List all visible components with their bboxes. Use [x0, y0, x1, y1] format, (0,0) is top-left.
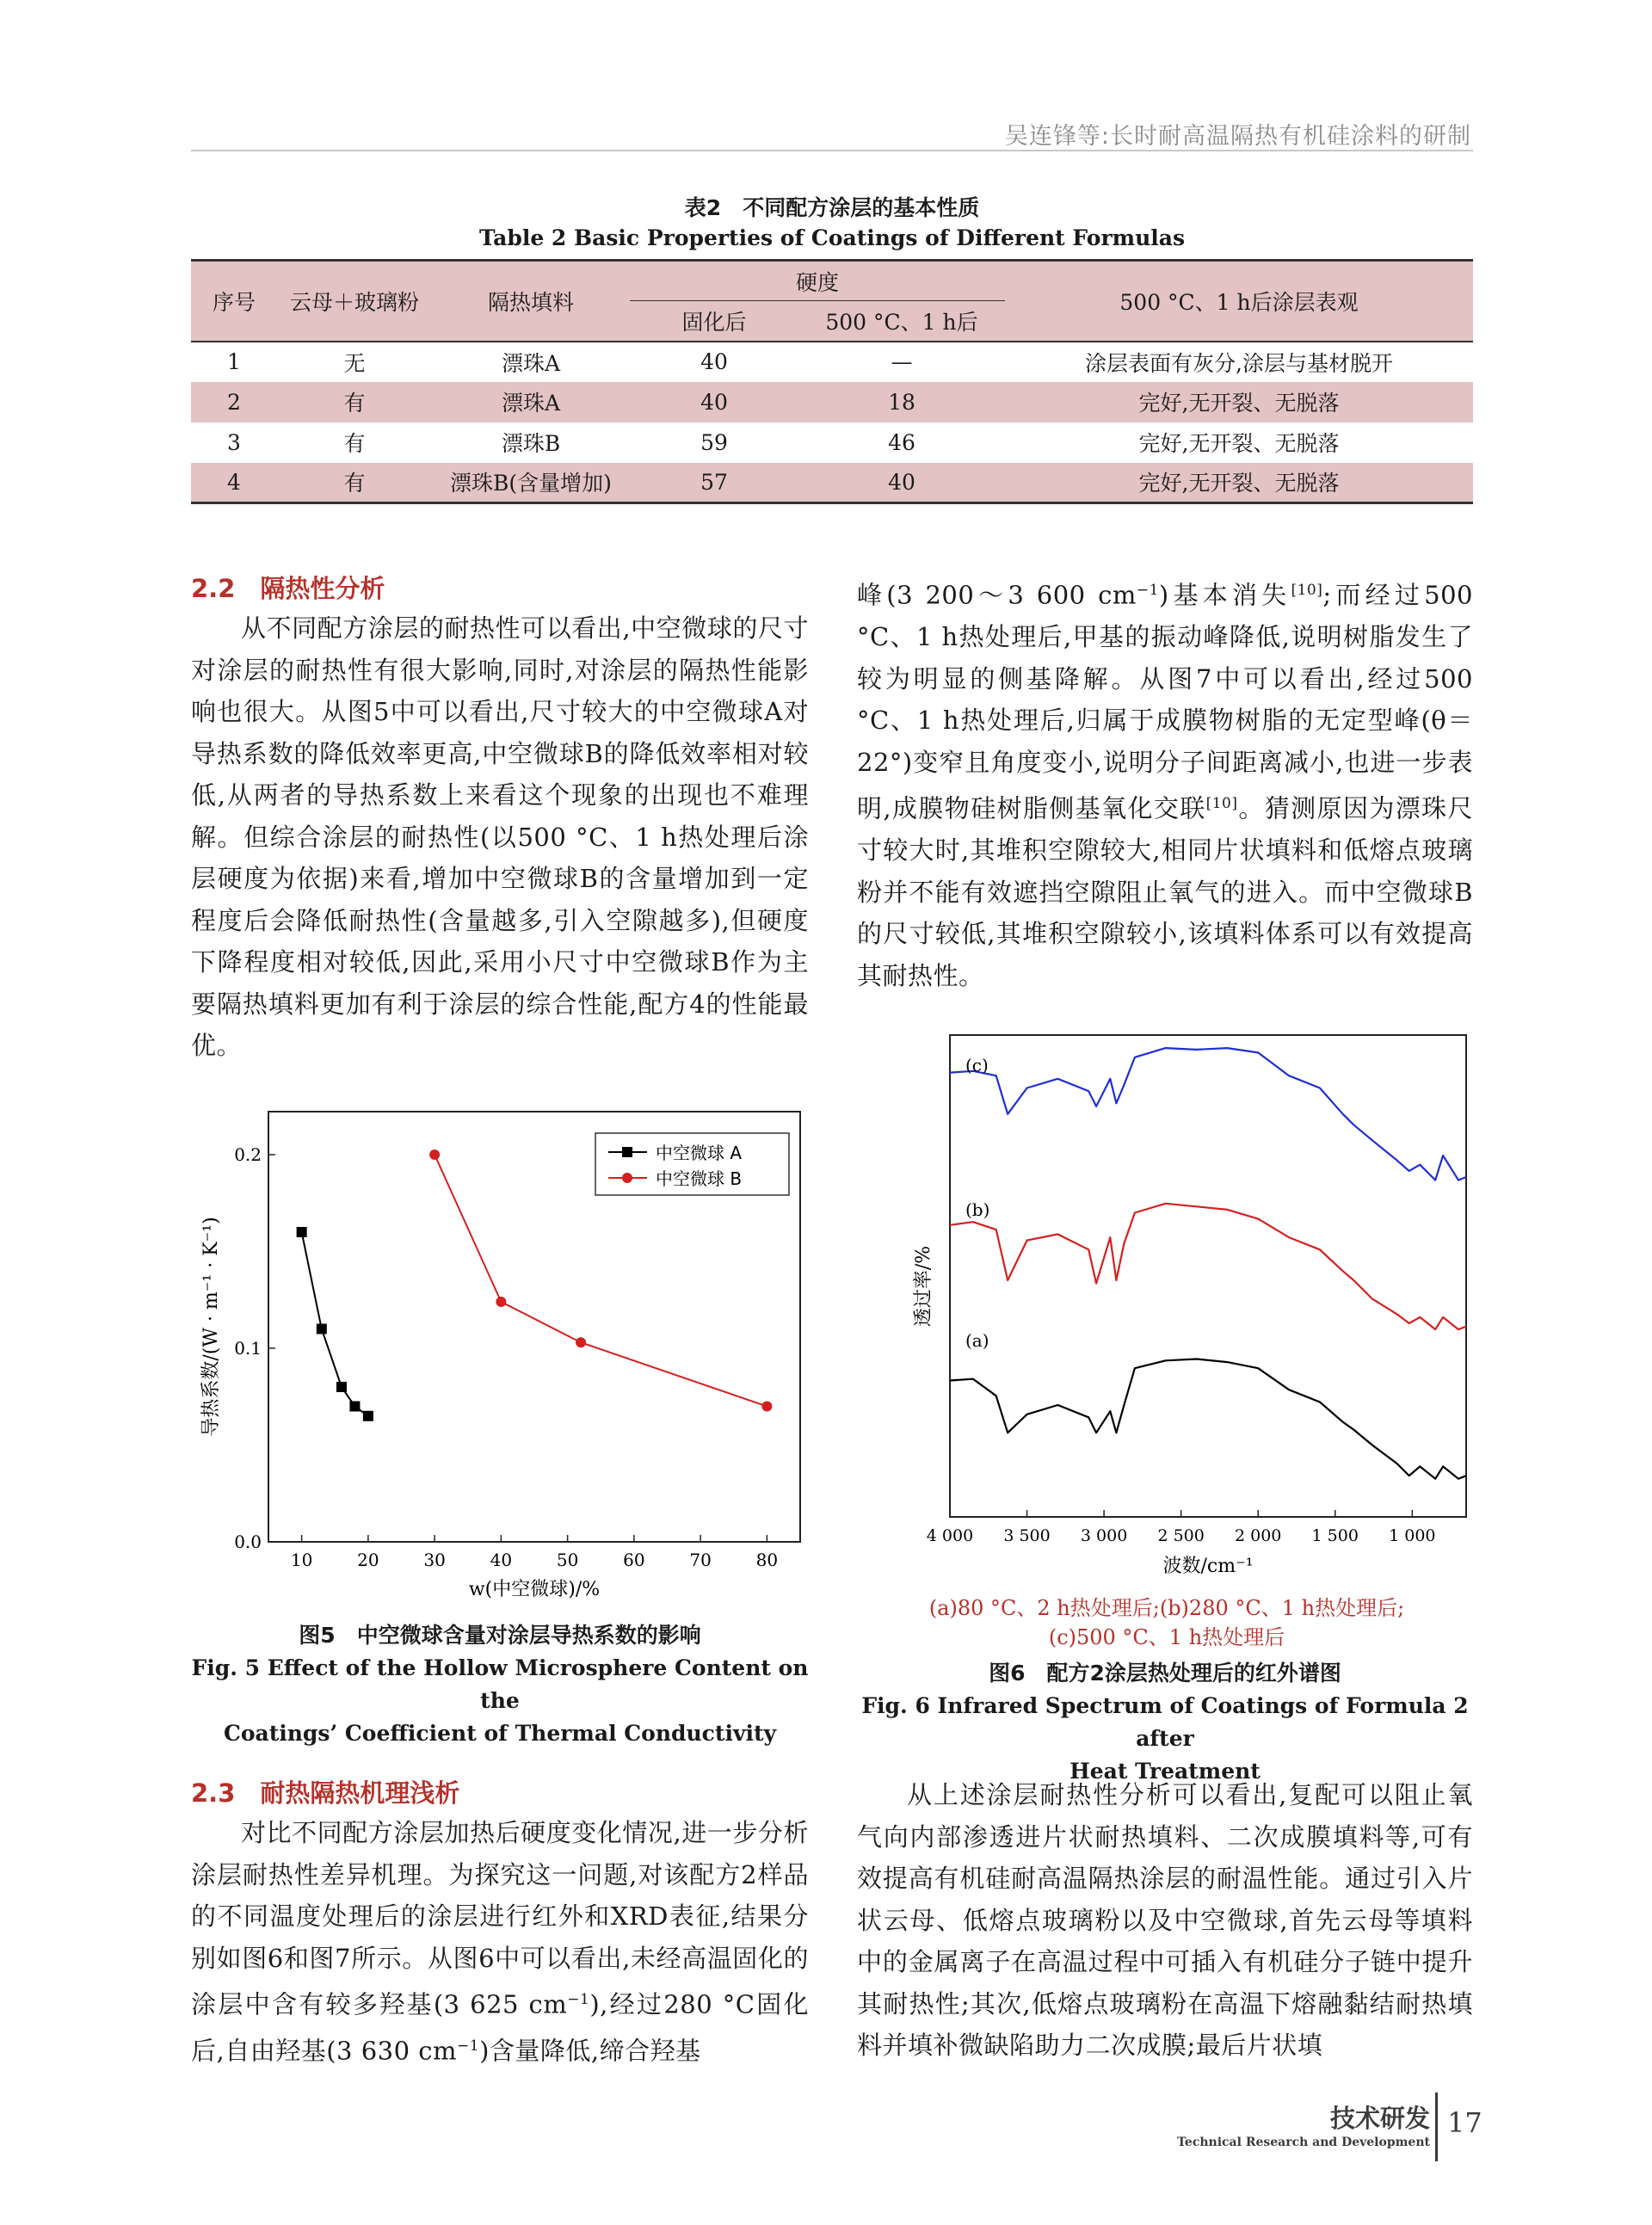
data-point — [576, 1337, 586, 1347]
cell-seq: 3 — [227, 429, 241, 455]
col-header-filler: 隔热填料 — [432, 261, 630, 342]
x-tick-label: 20 — [357, 1550, 379, 1570]
paragraph: 从不同配方涂层的耐热性可以看出,中空微球的尺寸对涂层的耐热性有很大影响,同时,对涂层的隔热性能影响也很大。从图5中可以看出,尺寸较大的中空微球A对导热系数的降低效率更高,中空微球B的降低效率相对较低,从两者的导热系数上来看这个现象的出现也不难理解。但综合涂层的耐热性(以500 °C、1 h热处理后涂层硬度为依据)来看,增加中空微球B的含量增加到一定程度后会降低耐热性(含量越多,引入空隙越多),但硬度下降程度相对较低,因此,采用小尺寸中空微球B作为主要隔热填料更加有利于涂层的综合性能,配方4的性能最优。 — [191, 613, 809, 1060]
cell-mica: 有 — [343, 431, 366, 456]
section-heading-2-2: 2.2 隔热性分析 — [191, 574, 385, 603]
cell-h500: 18 — [798, 382, 1005, 422]
header-rule — [191, 150, 1473, 151]
table-caption-en: Table 2 Basic Properties of Coatings of Different Formulas — [478, 225, 1186, 250]
cell-seq: 2 — [191, 382, 277, 422]
cell-appearance: 完好,无开裂、无脱落 — [1005, 382, 1473, 422]
figure-6-caption — [857, 1657, 1473, 1788]
data-point — [349, 1402, 360, 1412]
cell-h500: 40 — [798, 463, 1005, 503]
data-point — [363, 1411, 373, 1421]
cell-mica: 无 — [343, 350, 366, 376]
figure-6-note-line1: (a)80 °C、2 h热处理后;(b)280 °C、1 h热处理后; — [928, 1596, 1405, 1620]
figure-5-caption-cn: 图5 中空微球含量对涂层导热系数的影响 — [299, 1623, 701, 1648]
figure-6-note-line2: (c)500 °C、1 h热处理后 — [1048, 1625, 1285, 1649]
legend-label-b: 中空微球 B — [656, 1168, 743, 1189]
figure-6-caption-en-2: Heat Treatment — [1069, 1759, 1261, 1784]
figure-5-caption-en-1: Fig. 5 Effect of the Hollow Microsphere Content on the — [191, 1655, 809, 1713]
x-tick-label: 10 — [290, 1550, 313, 1570]
data-point — [297, 1227, 307, 1237]
spectrum-line-b — [950, 1204, 1466, 1329]
x-tick-label: 50 — [556, 1550, 579, 1570]
table-row — [191, 463, 1473, 503]
x-tick-label: 2 500 — [1157, 1526, 1205, 1545]
cell-filler: 漂珠B — [501, 431, 561, 456]
x-axis-label: 波数/cm⁻¹ — [1162, 1556, 1254, 1577]
y-tick-label: 0.2 — [234, 1144, 262, 1165]
right-column-top-text — [857, 570, 1473, 996]
properties-table — [191, 259, 1473, 504]
col-header-after-cure: 固化后 — [630, 301, 798, 342]
paragraph: 对比不同配方涂层加热后硬度变化情况,进一步分析涂层耐热性差异机理。为探究这一问题,对该配方2样品的不同温度处理后的涂层进行红外和XRD表征,结果分别如图6和图7所示。从图6中可以看出,未经高温固化的涂层中含有较多羟基(3 625 $cm^{-1}$),经过280 °C固化后,自由羟基(3 630 $cm^{-1}$)含量降低,缔合羟基 — [191, 1818, 810, 2066]
cell-filler: 漂珠A — [432, 382, 630, 422]
footer-section-cn: 技术研发 — [1329, 2104, 1430, 2133]
paragraph: 峰(3 200～3 600 $cm^{-1}$)基本消失[10];而经过500 °C、1 h热处理后,甲基的振动峰降低,说明树脂发生了较为明显的侧基降解。从图7中可以看出,经过500 °C、1 h热处理后,归属于成膜物树脂的无定型峰(θ＝22°)变窄且角度变小,说明分子间距离减小,也进一步表明,成膜物硅树脂侧基氧化交联[10]。猜测原因为漂珠尺寸较大时,其堆积空隙较大,相同片状填料和低熔点玻璃粉并不能有效遮挡空隙阻止氧气的进入。而中空微球B的尺寸较低,其堆积空隙较小,该填料体系可以有效提高其耐热性。 — [857, 580, 1473, 990]
figure-5-caption — [191, 1619, 809, 1750]
cell-appearance: 涂层表面有灰分,涂层与基材脱开 — [1085, 350, 1393, 376]
section-2-3-body — [191, 1812, 809, 2072]
x-tick-label: 2 000 — [1235, 1526, 1282, 1545]
series-label-b: (b) — [965, 1199, 990, 1220]
x-tick-label: 30 — [423, 1550, 446, 1570]
x-tick-label: 1 500 — [1311, 1526, 1359, 1545]
table-row — [191, 382, 1473, 422]
x-tick-label: 3 500 — [1003, 1526, 1051, 1545]
cell-cure: 40 — [700, 349, 728, 374]
y-tick-label: 0.0 — [234, 1532, 262, 1552]
x-axis-label: w(中空微球)/% — [468, 1579, 601, 1600]
cell-filler: 漂珠B(含量增加) — [432, 463, 630, 503]
y-axis-label: 导热系数/(W · m⁻¹ · K⁻¹) — [200, 1217, 222, 1437]
col-header-appearance: 500 °C、1 h后涂层表观 — [1005, 261, 1473, 342]
citation: [10] — [1291, 582, 1323, 599]
section-heading-2-3: 2.3 耐热隔热机理浅析 — [191, 1778, 460, 1808]
cell-seq: 1 — [227, 349, 241, 374]
legend-label-a: 中空微球 A — [656, 1143, 743, 1163]
footer-divider — [1435, 2092, 1438, 2161]
data-point — [429, 1149, 440, 1160]
right-column-bottom-text — [857, 1774, 1473, 2067]
data-point — [761, 1402, 772, 1412]
x-tick-label: 70 — [689, 1550, 712, 1570]
y-axis-label: 透过率/% — [913, 1245, 934, 1328]
cell-h500: 46 — [888, 429, 915, 455]
spectrum-line-c — [950, 1048, 1466, 1180]
x-tick-label: 40 — [490, 1550, 513, 1570]
cell-mica: 有 — [277, 463, 432, 503]
series-line-a — [302, 1232, 368, 1416]
cell-cure: 57 — [630, 463, 798, 503]
page-number: 17 — [1447, 2106, 1482, 2139]
legend — [595, 1133, 789, 1195]
legend-marker-b — [622, 1173, 632, 1183]
citation: [10] — [1205, 795, 1238, 813]
cell-cure: 59 — [700, 429, 728, 455]
data-point — [336, 1382, 347, 1392]
plot-frame — [950, 1035, 1466, 1517]
figure-6-caption-cn: 图6 配方2涂层热处理后的红外谱图 — [989, 1661, 1341, 1686]
table-row — [191, 422, 1473, 463]
figure-6-chart — [895, 1028, 1480, 1579]
col-header-mica: 云母＋玻璃粉 — [277, 261, 432, 342]
series-label-a: (a) — [965, 1330, 989, 1351]
x-tick-label: 60 — [623, 1550, 645, 1570]
cell-appearance: 完好,无开裂、无脱落 — [1005, 463, 1473, 503]
figure-5-chart — [191, 1103, 811, 1602]
figure-6-note — [860, 1593, 1473, 1652]
data-point — [496, 1297, 506, 1307]
table-row — [191, 342, 1473, 382]
table-caption-cn: 表2 不同配方涂层的基本性质 — [684, 195, 980, 220]
x-tick-label: 80 — [755, 1550, 779, 1570]
x-tick-label: 4 000 — [926, 1526, 974, 1545]
figure-6-caption-en-1: Fig. 6 Infrared Spectrum of Coatings of Formula 2 after — [861, 1693, 1469, 1751]
cell-mica: 有 — [277, 382, 432, 422]
cell-h500: — — [891, 349, 913, 374]
x-tick-label: 1 000 — [1389, 1526, 1436, 1545]
footer-section-en: Technical Research and Development — [1177, 2136, 1430, 2149]
cell-cure: 40 — [630, 382, 798, 422]
series-label-c: (c) — [965, 1055, 989, 1076]
col-header-after-500: 500 °C、1 h后 — [798, 301, 1005, 342]
x-tick-label: 3 000 — [1080, 1526, 1128, 1545]
section-2-2-body — [191, 607, 809, 1067]
running-title: 吴连锋等:长时耐高温隔热有机硅涂料的研制 — [1004, 123, 1471, 150]
y-tick-label: 0.1 — [234, 1338, 262, 1359]
legend-marker-a — [622, 1147, 632, 1157]
spectrum-line-a — [950, 1359, 1466, 1479]
col-header-seq: 序号 — [191, 261, 277, 342]
paragraph: 从上述涂层耐热性分析可以看出,复配可以阻止氧气向内部渗透进片状耐热填料、二次成膜填料等,可有效提高有机硅耐高温隔热涂层的耐温性能。通过引入片状云母、低熔点玻璃粉以及中空微球,首先云母等填料中的金属离子在高温过程中可插入有机硅分子链中提升其耐热性;其次,低熔点玻璃粉在高温下熔融黏结耐热填料并填补微缺陷助力二次成膜;最后片状填 — [857, 1780, 1473, 2060]
cell-appearance: 完好,无开裂、无脱落 — [1138, 431, 1340, 456]
col-header-hardness: 硬度 — [630, 261, 1005, 301]
cell-filler: 漂珠A — [501, 350, 561, 376]
data-point — [317, 1324, 327, 1334]
cell-seq: 4 — [191, 463, 277, 503]
figure-5-caption-en-2: Coatings’ Coefficient of Thermal Conductivity — [223, 1721, 777, 1746]
